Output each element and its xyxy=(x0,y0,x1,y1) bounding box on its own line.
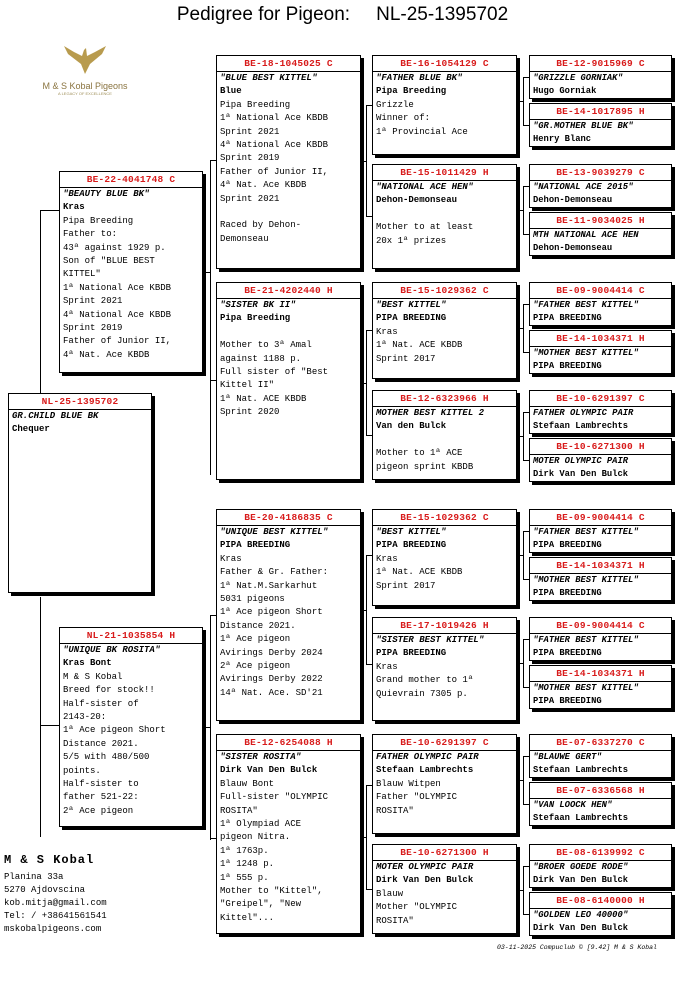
pigeon-name: "UNIQUE BK ROSITA" xyxy=(63,645,161,655)
footer-credit: 03-11-2025 Compuclub © [9.42] M & S Kobal xyxy=(497,944,657,951)
card-body xyxy=(220,72,358,246)
owner-city: 5270 Ajdovscina xyxy=(4,885,86,895)
pigeon-color: Dehon-Demonseau xyxy=(533,242,613,253)
connector-line xyxy=(203,727,210,728)
owner-website[interactable]: mskobalpigeons.com xyxy=(4,924,102,934)
pigeon-color: Henry Blanc xyxy=(533,133,592,144)
pigeon-notes: Kras Father & Gr. Father: 1ª Nat.M.Sarkarhut 5031 pigeons 1ª Ace pigeon Short Distance 2021. 1ª Ace pigeon Avirings Derby 2024 2ª Ace pigeon Avirings Derby 2022 14ª Nat. Ace. SD'21 xyxy=(220,553,329,698)
ring-number: BE-10-6271300 H xyxy=(556,441,645,452)
pigeon-notes: Pipa Breeding Father to: 43ª against 1929 p. Son of "BLUE BEST KITTEL" 1ª National Ace KBDB Sprint 2021 4ª National Ace KBDB Sprint 2019 Father of Junior II, 4ª Nat. Ace KBDB xyxy=(63,215,172,360)
great-grandparent-card-8[interactable] xyxy=(372,844,517,934)
pigeon-name: "VAN LOOCK HEN" xyxy=(533,800,613,810)
great-great-grandparent-card-1[interactable] xyxy=(529,55,672,99)
sire-card[interactable] xyxy=(59,171,203,373)
great-grandparent-card-6[interactable] xyxy=(372,617,517,721)
pigeon-notes: Kras Grand mother to 1ª Quievrain 7305 p. xyxy=(376,661,474,699)
ring-number: BE-08-6140000 H xyxy=(556,895,645,906)
ring-number: NL-25-1395702 xyxy=(41,396,119,407)
pigeon-name: "MOTHER BEST KITTEL" xyxy=(533,683,639,693)
owner-name: M & S Kobal xyxy=(4,853,95,867)
pigeon-color: PIPA BREEDING xyxy=(533,312,602,323)
great-great-grandparent-card-6[interactable] xyxy=(529,330,672,374)
pigeon-color: PIPA BREEDING xyxy=(376,313,447,324)
pigeon-notes: M & S Kobal Breed for stock!! Half-sister of 2143-20: 1ª Ace pigeon Short Distance 2021. 5/5 with 480/500 points. Half-sister to father 521-22: 2ª Ace pigeon xyxy=(63,671,166,816)
card-body xyxy=(63,188,200,362)
pigeon-color: Dehon-Demonseau xyxy=(376,195,458,206)
pigeon-notes: Kras 1ª Nat. ACE KBDB Sprint 2017 xyxy=(376,326,463,364)
connector-line xyxy=(40,725,59,726)
pigeon-color: PIPA BREEDING xyxy=(533,539,602,550)
ring-number: BE-10-6291397 C xyxy=(400,737,489,748)
connector-line xyxy=(523,304,524,352)
ring-number: BE-22-4041748 C xyxy=(86,174,176,185)
card-body xyxy=(533,229,669,254)
connector-line xyxy=(366,330,367,435)
pigeon-name: "BEST KITTEL" xyxy=(376,300,447,310)
owner-email[interactable]: kob.mitja@gmail.com xyxy=(4,898,107,908)
card-body xyxy=(220,751,358,925)
connector-line xyxy=(40,597,41,837)
pigeon-color: Dirk Van Den Bulck xyxy=(533,874,629,885)
pigeon-color: PIPA BREEDING xyxy=(533,587,602,598)
great-grandparent-card-2[interactable] xyxy=(372,164,517,269)
pigeon-name: "GRIZZLE GORNIAK" xyxy=(533,73,623,83)
card-body xyxy=(533,634,669,659)
grandparent-card-2[interactable] xyxy=(216,282,361,480)
pigeon-name: GR.CHILD BLUE BK xyxy=(12,411,99,421)
ring-number: BE-09-9004414 C xyxy=(556,285,645,296)
great-great-grandparent-card-5[interactable] xyxy=(529,282,672,326)
pigeon-name: "FATHER BEST KITTEL" xyxy=(533,527,639,537)
connector-line xyxy=(523,531,524,579)
logo-tagline: A LEGACY OF EXCELLENCE xyxy=(58,91,112,96)
pigeon-name: "BEAUTY BLUE BK" xyxy=(63,189,150,199)
ring-number: BE-14-1034371 H xyxy=(556,668,645,679)
card-body xyxy=(533,299,669,324)
connector-line xyxy=(517,328,523,329)
great-great-grandparent-card-7[interactable] xyxy=(529,390,672,434)
card-body xyxy=(533,120,669,145)
pigeon-color: Stefaan Lambrechts xyxy=(533,764,629,775)
ring-number: BE-14-1017895 H xyxy=(556,106,645,117)
pigeon-notes: Mother to 3ª Amal against 1188 p. Full sister of "Best Kittel II" 1ª Nat. ACE KBDB Sprint 2020 xyxy=(220,340,329,418)
pigeon-name: "SISTER BEST KITTEL" xyxy=(376,635,485,645)
pigeon-color: Blue xyxy=(220,86,242,97)
great-great-grandparent-card-16[interactable] xyxy=(529,892,672,936)
ring-number: BE-12-9015969 C xyxy=(556,58,645,69)
pigeon-color: PIPA BREEDING xyxy=(533,647,602,658)
card-body xyxy=(533,347,669,372)
pigeon-color: Dirk Van Den Bulck xyxy=(220,765,318,776)
card-body xyxy=(63,644,200,818)
card-body xyxy=(376,526,514,593)
pigeon-color: Pipa Breeding xyxy=(220,313,291,324)
pigeon-name: FATHER OLYMPIC PAIR xyxy=(376,752,479,762)
ring-number: BE-14-1034371 H xyxy=(556,560,645,571)
card-body xyxy=(533,751,669,776)
connector-line xyxy=(517,210,523,211)
ring-number: BE-15-1029362 C xyxy=(400,285,489,296)
pigeon-name: "BLUE BEST KITTEL" xyxy=(220,73,318,83)
card-body xyxy=(12,410,149,437)
pigeon-notes: Mother to at least 20x 1ª prizes xyxy=(376,222,474,246)
subject-card[interactable] xyxy=(8,393,152,593)
pigeon-name: "SISTER ROSITA" xyxy=(220,752,302,762)
card-body xyxy=(376,634,514,701)
card-body xyxy=(376,72,514,139)
pigeon-name: "UNIQUE BEST KITTEL" xyxy=(220,527,329,537)
pigeon-name: MTH NATIONAL ACE HEN xyxy=(533,230,639,240)
great-great-grandparent-card-3[interactable] xyxy=(529,164,672,208)
pigeon-name: "NATIONAL ACE HEN" xyxy=(376,182,474,192)
connector-line xyxy=(366,105,367,216)
pigeon-color: PIPA BREEDING xyxy=(533,695,602,706)
pigeon-name: "NATIONAL ACE 2015" xyxy=(533,182,634,192)
ring-number: BE-09-9004414 C xyxy=(556,620,645,631)
pigeon-name: "BEST KITTEL" xyxy=(376,527,447,537)
ring-number: BE-08-6139992 C xyxy=(556,847,645,858)
ring-number: BE-16-1054129 C xyxy=(400,58,489,69)
eagle-logo-icon xyxy=(62,44,108,76)
card-body xyxy=(376,299,514,366)
great-great-grandparent-card-15[interactable] xyxy=(529,844,672,888)
pigeon-name: "BROER GOEDE RODE" xyxy=(533,862,629,872)
connector-line xyxy=(517,101,523,102)
ring-number: BE-15-1011429 H xyxy=(400,167,489,178)
ring-number: BE-10-6271300 H xyxy=(400,847,489,858)
logo xyxy=(30,44,140,96)
owner-block xyxy=(4,854,107,936)
pigeon-notes: Mother to 1ª ACE pigeon sprint KBDB xyxy=(376,448,474,472)
connector-line xyxy=(361,837,366,838)
card-body xyxy=(533,181,669,206)
great-grandparent-card-1[interactable] xyxy=(372,55,517,155)
ring-number: BE-10-6291397 C xyxy=(556,393,645,404)
connector-line xyxy=(517,663,523,664)
connector-line xyxy=(517,890,523,891)
dam-card[interactable] xyxy=(59,627,203,827)
pigeon-color: Pipa Breeding xyxy=(376,86,447,97)
connector-line xyxy=(523,412,524,460)
card-body xyxy=(376,751,514,818)
pigeon-name: "FATHER BEST KITTEL" xyxy=(533,300,639,310)
ring-number: BE-17-1019426 H xyxy=(400,620,489,631)
connector-line xyxy=(366,555,367,664)
connector-line xyxy=(210,160,211,475)
pigeon-notes: Pipa Breeding 1ª National Ace KBDB Sprint 2021 4ª National Ace KBDB Sprint 2019 Father of Junior II, 4ª Nat. Ace KBDB Sprint 2021 Raced by Dehon- Demonseau xyxy=(220,99,329,244)
pigeon-name: "GR.MOTHER BLUE BK" xyxy=(533,121,634,131)
page-title: Pedigree for Pigeon: NL-25-1395702 xyxy=(176,4,509,25)
ring-number: BE-07-6336568 H xyxy=(556,785,645,796)
pigeon-name: "MOTHER BEST KITTEL" xyxy=(533,575,639,585)
connector-line xyxy=(523,77,524,125)
pigeon-name: "SISTER BK II" xyxy=(220,300,296,310)
great-great-grandparent-card-4[interactable] xyxy=(529,212,672,256)
ring-number: BE-18-1045025 C xyxy=(244,58,333,69)
ring-number: BE-09-9004414 C xyxy=(556,512,645,523)
connector-line xyxy=(517,780,523,781)
card-body xyxy=(533,72,669,97)
pigeon-name: MOTHER BEST KITTEL 2 xyxy=(376,408,485,418)
connector-line xyxy=(361,383,366,384)
connector-line xyxy=(361,161,366,162)
card-body xyxy=(376,861,514,928)
pigeon-notes: Grizzle Winner of: 1ª Provincial Ace xyxy=(376,99,468,137)
card-body xyxy=(533,861,669,886)
pigeon-color: Stefaan Lambrechts xyxy=(533,420,629,431)
pigeon-notes: Blauw Witpen Father "OLYMPIC ROSITA" xyxy=(376,778,458,816)
card-body xyxy=(376,407,514,474)
pigeon-color: Kras Bont xyxy=(63,658,112,669)
card-body xyxy=(533,455,669,480)
great-great-grandparent-card-11[interactable] xyxy=(529,617,672,661)
pigeon-name: "GOLDEN LEO 40000" xyxy=(533,910,629,920)
pigeon-name: "MOTHER BEST KITTEL" xyxy=(533,348,639,358)
pigeon-color: Dirk Van Den Bulck xyxy=(533,922,629,933)
pigeon-notes: Kras 1ª Nat. ACE KBDB Sprint 2017 xyxy=(376,553,463,591)
pigeon-notes: Blauw Bont Full-sister "OLYMPIC ROSITA" 1ª Olympiad ACE pigeon Nitra. 1ª 1763p. 1ª 1248 p. 1ª 555 p. Mother to "Kittel", "Greipel", "New Kittel"... xyxy=(220,778,329,923)
connector-line xyxy=(523,756,524,804)
card-body xyxy=(220,526,358,700)
ring-number: BE-07-6337270 C xyxy=(556,737,645,748)
pigeon-name: MOTER OLYMPIC PAIR xyxy=(376,862,474,872)
great-great-grandparent-card-14[interactable] xyxy=(529,782,672,826)
card-body xyxy=(376,181,514,248)
great-great-grandparent-card-12[interactable] xyxy=(529,665,672,709)
ring-number: BE-15-1029362 C xyxy=(400,512,489,523)
grandparent-card-1[interactable] xyxy=(216,55,361,269)
grandparent-card-3[interactable] xyxy=(216,509,361,721)
connector-line xyxy=(361,610,366,611)
pigeon-color: Kras xyxy=(63,202,85,213)
great-great-grandparent-card-2[interactable] xyxy=(529,103,672,147)
card-body xyxy=(533,526,669,551)
connector-line xyxy=(523,186,524,234)
great-grandparent-card-3[interactable] xyxy=(372,282,517,379)
owner-phone: Tel: / +38641561541 xyxy=(4,911,107,921)
great-grandparent-card-5[interactable] xyxy=(372,509,517,606)
great-great-grandparent-card-9[interactable] xyxy=(529,509,672,553)
pigeon-color: PIPA BREEDING xyxy=(376,648,447,659)
pigeon-color: Chequer xyxy=(12,424,50,435)
card-body xyxy=(533,909,669,934)
connector-line xyxy=(517,555,523,556)
card-body xyxy=(533,799,669,824)
card-body xyxy=(220,299,358,420)
card-body xyxy=(533,574,669,599)
pigeon-color: PIPA BREEDING xyxy=(220,540,291,551)
connector-line xyxy=(517,436,523,437)
pigeon-name: "FATHER BLUE BK" xyxy=(376,73,463,83)
connector-line xyxy=(523,639,524,687)
pigeon-name: "FATHER BEST KITTEL" xyxy=(533,635,639,645)
great-grandparent-card-4[interactable] xyxy=(372,390,517,480)
ring-number: NL-21-1035854 H xyxy=(86,630,176,641)
pigeon-color: PIPA BREEDING xyxy=(376,540,447,551)
ring-number: BE-12-6323966 H xyxy=(400,393,489,404)
pigeon-color: Dehon-Demonseau xyxy=(533,194,613,205)
great-great-grandparent-card-13[interactable] xyxy=(529,734,672,778)
connector-line xyxy=(40,210,41,393)
ring-number: BE-20-4186835 C xyxy=(244,512,333,523)
pigeon-color: PIPA BREEDING xyxy=(533,360,602,371)
owner-address: Planina 33a xyxy=(4,872,64,882)
pigeon-name: "BLAUWE GERT" xyxy=(533,752,602,762)
pigeon-color: Van den Bulck xyxy=(376,421,447,432)
connector-line xyxy=(40,210,59,211)
great-great-grandparent-card-8[interactable] xyxy=(529,438,672,482)
card-body xyxy=(533,407,669,432)
pigeon-name: FATHER OLYMPIC PAIR xyxy=(533,408,634,418)
pigeon-color: Stefaan Lambrechts xyxy=(533,812,629,823)
card-body xyxy=(533,682,669,707)
connector-line xyxy=(366,785,367,889)
ring-number: BE-11-9034025 H xyxy=(556,215,645,226)
connector-line xyxy=(523,866,524,914)
logo-name: M & S Kobal Pigeons xyxy=(42,81,128,91)
ring-number: BE-21-4202440 H xyxy=(244,285,333,296)
great-grandparent-card-7[interactable] xyxy=(372,734,517,834)
ring-number: BE-13-9039279 C xyxy=(556,167,645,178)
ring-number: BE-12-6254088 H xyxy=(244,737,333,748)
grandparent-card-4[interactable] xyxy=(216,734,361,934)
ring-number: BE-14-1034371 H xyxy=(556,333,645,344)
pigeon-name: MOTER OLYMPIC PAIR xyxy=(533,456,629,466)
pigeon-color: Hugo Gorniak xyxy=(533,85,597,96)
great-great-grandparent-card-10[interactable] xyxy=(529,557,672,601)
pigeon-notes: Blauw Mother "OLYMPIC ROSITA" xyxy=(376,888,458,926)
pigeon-color: Dirk Van Den Bulck xyxy=(376,875,474,886)
connector-line xyxy=(203,272,210,273)
connector-line xyxy=(210,615,211,840)
pigeon-color: Stefaan Lambrechts xyxy=(376,765,474,776)
pigeon-color: Dirk Van Den Bulck xyxy=(533,468,629,479)
